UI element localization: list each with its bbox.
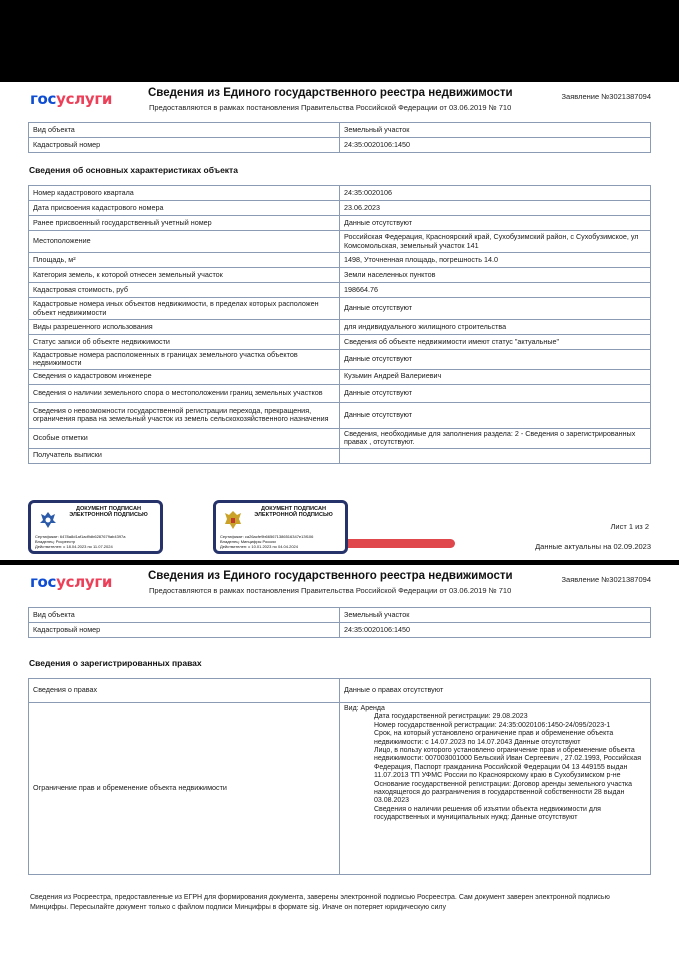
gosuslugi-logo: госуслуги bbox=[30, 90, 113, 108]
table-row bbox=[29, 138, 651, 153]
row-value: для индивидуального жилищного строительства bbox=[340, 320, 651, 335]
restriction-line: Номер государственной регистрации: 24:35:0020106:1450-24/095/2023-1 bbox=[374, 721, 611, 729]
signature-footer-note: Сведения из Росреестра, предоставленные из ЕГРН для формирования документа, заверены электронной подписью Росреестра. Сам документ заверен электронной подписью Минцифры. Пересылайте документ только с файлом подписи Минцифры в формате sig. Иначе он потеряет юридическую силу bbox=[30, 894, 610, 912]
signature-stamp-mintsifry bbox=[213, 500, 348, 554]
document-title: Сведения из Единого государственного реестра недвижимости bbox=[148, 87, 513, 99]
row-value: 24:35:0020106:1450 bbox=[340, 138, 651, 153]
row-label: Вид объекта bbox=[29, 123, 340, 138]
table-row bbox=[29, 679, 651, 703]
restriction-line: Вид: Аренда bbox=[344, 705, 385, 712]
row-value: Российская Федерация, Красноярский край, Сухобузимский район, с Сухобузимское, ул Комсомольская, земельный участок 141 bbox=[340, 231, 651, 253]
row-value: 24:35:0020106 bbox=[340, 186, 651, 201]
row-value: Данные отсутствуют bbox=[340, 216, 651, 231]
object-table bbox=[28, 607, 651, 638]
row-label: Кадастровые номера расположенных в границах земельного участка объектов недвижимости bbox=[29, 350, 340, 370]
row-label: Категория земель, к которой отнесен земельный участок bbox=[29, 268, 340, 283]
row-label: Сведения о кадастровом инженере bbox=[29, 369, 340, 384]
row-value: Земли населенных пунктов bbox=[340, 268, 651, 283]
table-row bbox=[29, 231, 651, 253]
stamp-title: ДОКУМЕНТ ПОДПИСАН ЭЛЕКТРОННОЙ ПОДПИСЬЮ bbox=[254, 506, 333, 519]
document-title: Сведения из Единого государственного реестра недвижимости bbox=[148, 570, 513, 582]
object-table bbox=[28, 122, 651, 153]
sheet-number: Лист 1 из 2 bbox=[610, 522, 649, 531]
restriction-line: Лицо, в пользу которого установлено ограничение прав и обременение объекта недвижимости: 007003001000 Бельский Иван Сергеевич , 27.02.1993, Российская Федерация, Паспорт гражданина Российской Федерации 04 13 449155 выдан 11.07.2013 ТП УФМС России по Красноярскому краю в Сухобузимском р-не bbox=[374, 746, 642, 780]
row-value: Данные отсутствуют bbox=[340, 298, 651, 320]
restriction-line: Основание государственной регистрации: Договор аренды земельного участка находящегося до разграничения в государственной собственности 28 выдан 03.08.2023 bbox=[374, 780, 633, 805]
document-subtitle: Предоставляются в рамках постановления Правительства Российской Федерации от 03.06.2019 № 710 bbox=[149, 103, 512, 112]
table-row bbox=[29, 623, 651, 638]
row-value: Кузьмин Андрей Валериевич bbox=[340, 369, 651, 384]
row-label: Кадастровый номер bbox=[29, 623, 340, 638]
row-value: 198664.76 bbox=[340, 283, 651, 298]
characteristics-table bbox=[28, 185, 651, 464]
row-label: Виды разрешенного использования bbox=[29, 320, 340, 335]
table-row bbox=[29, 384, 651, 402]
row-label: Кадастровая стоимость, руб bbox=[29, 283, 340, 298]
row-value: Данные отсутствуют bbox=[340, 402, 651, 428]
row-value: Сведения, необходимые для заполнения раздела: 2 - Сведения о зарегистрированных правах , отсутствуют. bbox=[340, 428, 651, 448]
table-row bbox=[29, 201, 651, 216]
restriction-line: Дата государственной регистрации: 29.08.2023 bbox=[374, 713, 528, 721]
table-row bbox=[29, 216, 651, 231]
row-label: Площадь, м² bbox=[29, 253, 340, 268]
table-row bbox=[29, 320, 651, 335]
table-row bbox=[29, 186, 651, 201]
section-title-characteristics: Сведения об основных характеристиках объекта bbox=[29, 165, 238, 175]
section-title-rights: Сведения о зарегистрированных правах bbox=[29, 658, 202, 668]
stamp-validity: Действителен: с 18.04.2023 по 11.07.2024 bbox=[35, 544, 113, 549]
row-value: Сведения об объекте недвижимости имеют статус "актуальные" bbox=[340, 335, 651, 350]
restriction-line: Срок, на который установлено ограничение прав и обременение объекта недвижимости: с 14.07.2023 по 14.07.2043 Данные отсутствуют bbox=[374, 730, 614, 746]
table-row bbox=[29, 428, 651, 448]
row-value: Земельный участок bbox=[340, 123, 651, 138]
row-value bbox=[340, 448, 651, 463]
table-row bbox=[29, 350, 651, 370]
row-value: Земельный участок bbox=[340, 608, 651, 623]
table-row bbox=[29, 335, 651, 350]
table-row bbox=[29, 298, 651, 320]
data-actual-date: Данные актуальны на 02.09.2023 bbox=[535, 542, 651, 551]
table-row bbox=[29, 268, 651, 283]
row-label: Сведения о правах bbox=[29, 679, 340, 703]
row-label: Ограничение прав и обременение объекта недвижимости bbox=[29, 703, 340, 875]
stamp-owner: Владелец: Росреестр bbox=[35, 539, 76, 544]
row-label: Получатель выписки bbox=[29, 448, 340, 463]
table-row bbox=[29, 703, 651, 875]
coat-of-arms-icon bbox=[222, 509, 244, 531]
redaction-mark bbox=[340, 539, 455, 548]
row-label: Особые отметки bbox=[29, 428, 340, 448]
stamp-owner: Владелец: Минцифры России bbox=[220, 539, 276, 544]
gosuslugi-logo: госуслуги bbox=[30, 573, 113, 591]
eagle-emblem-icon bbox=[37, 509, 59, 531]
row-value: 23.06.2023 bbox=[340, 201, 651, 216]
row-label: Сведения о невозможности государственной регистрации перехода, прекращения, ограничения права на земельный участок из земель сельскохозяйственного назначения bbox=[29, 402, 340, 428]
row-label: Дата присвоения кадастрового номера bbox=[29, 201, 340, 216]
table-row bbox=[29, 402, 651, 428]
row-label: Сведения о наличии земельного спора о местоположении границ земельных участков bbox=[29, 384, 340, 402]
row-value: Данные отсутствуют bbox=[340, 350, 651, 370]
stamp-certificate: Сертификат: ca26acfe9b665671386516347e13f106 bbox=[220, 534, 314, 539]
table-row bbox=[29, 253, 651, 268]
table-row bbox=[29, 283, 651, 298]
row-value: Данные отсутствуют bbox=[340, 384, 651, 402]
rights-table bbox=[28, 678, 651, 875]
row-value: 24:35:0020106:1450 bbox=[340, 623, 651, 638]
document-page-2 bbox=[0, 565, 679, 960]
row-label: Кадастровые номера иных объектов недвижимости, в пределах которых расположен объект недвижимости bbox=[29, 298, 340, 320]
stamp-validity: Действителен: с 10.01.2023 по 04.04.2024 bbox=[220, 544, 298, 549]
statement-number: Заявление №3021387094 bbox=[561, 575, 651, 584]
row-label: Номер кадастрового квартала bbox=[29, 186, 340, 201]
statement-number: Заявление №3021387094 bbox=[561, 92, 651, 101]
document-page-1 bbox=[0, 82, 679, 560]
restriction-line: Сведения о наличии решения об изъятии объекта недвижимости для государственных и муниципальных нужд: Данные отсутствуют bbox=[374, 805, 601, 822]
row-label: Статус записи об объекте недвижимости bbox=[29, 335, 340, 350]
table-row bbox=[29, 123, 651, 138]
signature-stamp-rosreestr bbox=[28, 500, 163, 554]
row-label: Кадастровый номер bbox=[29, 138, 340, 153]
restriction-details bbox=[340, 703, 651, 875]
row-label: Местоположение bbox=[29, 231, 340, 253]
row-label: Ранее присвоенный государственный учетный номер bbox=[29, 216, 340, 231]
stamp-title: ДОКУМЕНТ ПОДПИСАН ЭЛЕКТРОННОЙ ПОДПИСЬЮ bbox=[69, 506, 148, 519]
table-row bbox=[29, 448, 651, 463]
stamp-certificate: Сертификат: 6478a8d1af1ad9db6287679ab4397a bbox=[35, 534, 126, 539]
table-row bbox=[29, 369, 651, 384]
table-row bbox=[29, 608, 651, 623]
row-value: Данные о правах отсутствуют bbox=[340, 679, 651, 703]
row-label: Вид объекта bbox=[29, 608, 340, 623]
document-subtitle: Предоставляются в рамках постановления Правительства Российской Федерации от 03.06.2019 № 710 bbox=[149, 586, 512, 595]
row-value: 1498, Уточненная площадь, погрешность 14.0 bbox=[340, 253, 651, 268]
